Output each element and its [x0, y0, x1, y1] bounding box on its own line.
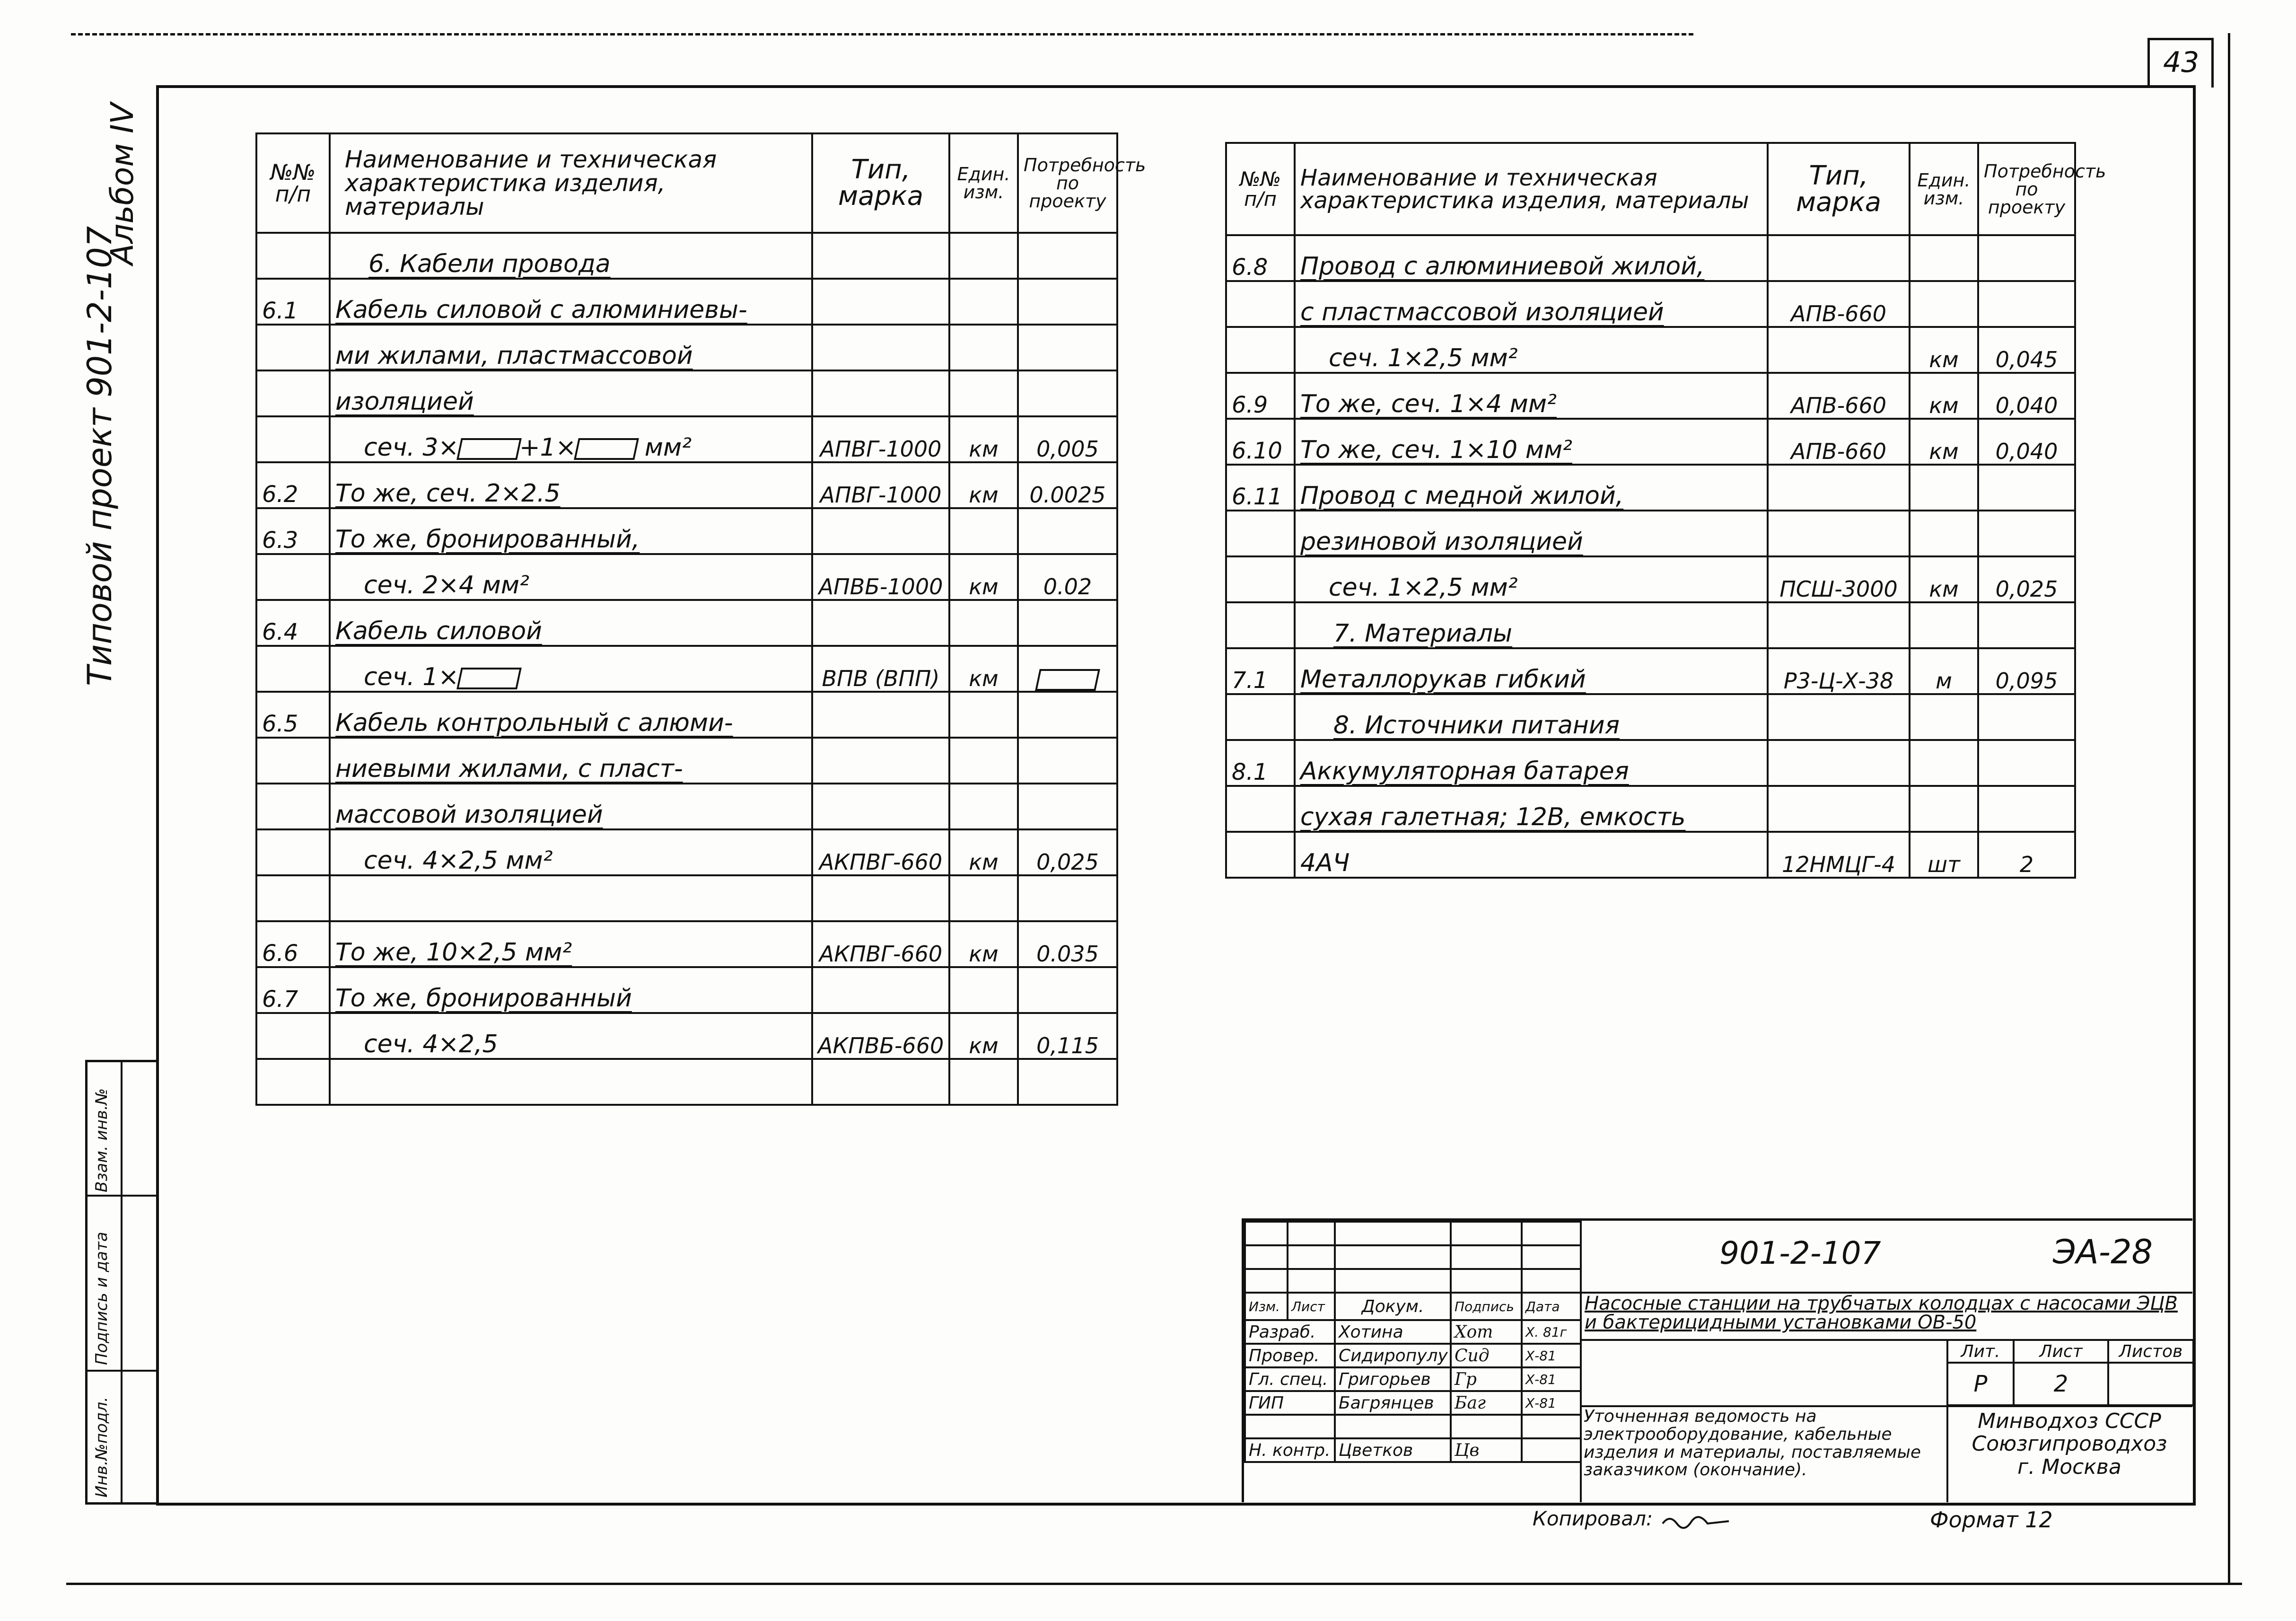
row-number — [256, 370, 330, 416]
row-number — [1226, 511, 1295, 556]
staff-date: Х. 81г — [1522, 1320, 1581, 1344]
row-number — [1226, 694, 1295, 740]
table-row — [1226, 602, 2075, 648]
item-type: АКПВБ-660 — [812, 1013, 949, 1059]
item-unit: км — [1910, 373, 1978, 419]
staff-date — [1522, 1438, 1581, 1462]
table-row — [1226, 465, 2075, 511]
item-type: АКПВГ-660 — [812, 829, 949, 875]
staff-role: ГИП — [1245, 1391, 1335, 1415]
item-type — [812, 738, 949, 784]
row-number — [256, 233, 330, 279]
item-qty — [1978, 602, 2075, 648]
staff-row — [1245, 1320, 1581, 1344]
staff-date — [1522, 1415, 1581, 1438]
col-data: Дата — [1522, 1293, 1581, 1320]
item-qty: 0,040 — [1978, 419, 2075, 465]
header-name: Наименование и техническая характеристика изделия, материалы — [330, 133, 812, 233]
table-row — [1226, 648, 2075, 694]
item-name: сеч. 2×4 мм² — [330, 554, 812, 600]
side-album: Альбом IV — [104, 103, 140, 265]
item-qty: 0,025 — [1018, 829, 1117, 875]
table-row — [256, 600, 1117, 646]
staff-date: Х-81 — [1522, 1344, 1581, 1367]
item-name: То же, сеч. 2×2.5 — [330, 462, 812, 508]
item-name: с пластмассовой изоляцией — [1295, 281, 1768, 327]
table-row — [256, 554, 1117, 600]
side-project-title: Типовой проект 901-2-107 — [80, 226, 119, 686]
row-number — [1226, 602, 1295, 648]
row-number — [256, 1059, 330, 1105]
bottom-border — [66, 1583, 2242, 1585]
item-name: 6. Кабели провода — [330, 233, 812, 279]
side-stamp-inv-orig: Инв.№подл. — [92, 1397, 111, 1498]
row-number: 6.4 — [256, 600, 330, 646]
header-need: Потребность по проекту — [1018, 133, 1117, 233]
item-unit: м — [1910, 648, 1978, 694]
item-type: 12НМЦГ-4 — [1768, 832, 1910, 878]
sheet-title: Уточненная ведомость на электрооборудование, кабельные изделия и материалы, поставляемые заказчиком (окончание). — [1584, 1407, 1921, 1480]
item-type — [812, 784, 949, 829]
sheet-code: ЭА-28 — [2053, 1233, 2153, 1271]
table-row — [256, 462, 1117, 508]
item-unit — [1910, 465, 1978, 511]
item-name — [330, 875, 812, 921]
item-unit — [949, 875, 1018, 921]
item-qty: 0.0025 — [1018, 462, 1117, 508]
item-name: сеч. 4×2,5 мм² — [330, 829, 812, 875]
item-name: Кабель контрольный с алюми- — [330, 692, 812, 738]
item-name: Провод с медной жилой, — [1295, 465, 1768, 511]
listov-label: Листов — [2108, 1340, 2193, 1363]
item-type — [1768, 465, 1910, 511]
row-number: 6.7 — [256, 967, 330, 1013]
item-qty: 0.02 — [1018, 554, 1117, 600]
item-unit — [949, 600, 1018, 646]
org-block — [1951, 1410, 2188, 1479]
right-spec-table — [1225, 142, 2106, 879]
row-number: 7.1 — [1226, 648, 1295, 694]
item-unit — [949, 370, 1018, 416]
item-qty — [1018, 875, 1117, 921]
item-unit — [1910, 281, 1978, 327]
table-row — [256, 784, 1117, 829]
item-name: То же, бронированный, — [330, 508, 812, 554]
table-row — [1226, 694, 2075, 740]
row-number: 8.1 — [1226, 740, 1295, 786]
item-unit — [949, 508, 1018, 554]
item-unit: км — [1910, 419, 1978, 465]
table-row — [256, 921, 1117, 967]
item-type — [1768, 235, 1910, 281]
item-type — [812, 875, 949, 921]
item-name: изоляцией — [330, 370, 812, 416]
table-row — [1226, 235, 2075, 281]
staff-signature — [1451, 1415, 1522, 1438]
row-number: 6.3 — [256, 508, 330, 554]
col-list: Лист — [1288, 1293, 1335, 1320]
staff-name: Цветков — [1335, 1438, 1451, 1462]
staff-name — [1335, 1415, 1451, 1438]
item-name: сеч. 1×2,5 мм² — [1295, 556, 1768, 602]
title-block — [1242, 1218, 2192, 1502]
item-type — [1768, 694, 1910, 740]
item-unit — [1910, 235, 1978, 281]
staff-row — [1245, 1391, 1581, 1415]
item-type — [812, 325, 949, 370]
item-qty — [1978, 465, 2075, 511]
staff-name: Хотина — [1335, 1320, 1451, 1344]
item-unit: км — [949, 921, 1018, 967]
item-unit — [949, 325, 1018, 370]
item-qty — [1978, 281, 2075, 327]
item-type — [812, 1059, 949, 1105]
item-qty — [1018, 233, 1117, 279]
blank-box-icon — [456, 438, 522, 460]
staff-role: Н. контр. — [1245, 1438, 1335, 1462]
item-unit: км — [949, 554, 1018, 600]
table-row — [1226, 786, 2075, 832]
item-name: Металлорукав гибкий — [1295, 648, 1768, 694]
blank-box-icon — [456, 668, 522, 689]
item-qty: 0,115 — [1018, 1013, 1117, 1059]
col-podpis: Подпись — [1451, 1293, 1522, 1320]
item-unit: км — [949, 416, 1018, 462]
item-unit — [949, 1059, 1018, 1105]
revision-grid — [1244, 1221, 1582, 1463]
header-unit: Един. изм. — [1910, 143, 1978, 235]
header-type: Тип, марка — [812, 133, 949, 233]
side-stamp-replace-inv: Взам. инв.№ — [92, 1088, 111, 1192]
item-name: 4АЧ — [1295, 832, 1768, 878]
item-type — [812, 370, 949, 416]
item-qty — [1018, 646, 1117, 692]
item-qty: 2 — [1978, 832, 2075, 878]
copied-by-signature — [1660, 1512, 1731, 1531]
row-number — [1226, 281, 1295, 327]
staff-role: Гл. спец. — [1245, 1367, 1335, 1391]
row-number — [1226, 556, 1295, 602]
staff-signature: Баг — [1451, 1391, 1522, 1415]
row-number — [1226, 327, 1295, 373]
row-number — [1226, 832, 1295, 878]
item-unit — [949, 233, 1018, 279]
col-izm: Изм. — [1245, 1293, 1288, 1320]
item-name: 8. Источники питания — [1295, 694, 1768, 740]
copied-by: Копировал: — [1533, 1507, 1653, 1530]
row-number: 6.11 — [1226, 465, 1295, 511]
table-row — [256, 416, 1117, 462]
row-number — [256, 416, 330, 462]
table-row — [1226, 419, 2075, 465]
table-row — [256, 738, 1117, 784]
row-number — [256, 554, 330, 600]
item-qty: 0,025 — [1978, 556, 2075, 602]
item-unit — [949, 738, 1018, 784]
table-row — [256, 325, 1117, 370]
item-name: сеч. 1× — [330, 646, 812, 692]
item-qty: 0.035 — [1018, 921, 1117, 967]
item-name: Кабель силовой с алюминиевы- — [330, 279, 812, 325]
item-unit: км — [1910, 556, 1978, 602]
item-type — [812, 600, 949, 646]
staff-signature: Гр — [1451, 1367, 1522, 1391]
table-row — [256, 1059, 1117, 1105]
table-row — [1226, 511, 2075, 556]
item-type — [812, 279, 949, 325]
sheet-number: 43 — [2163, 46, 2200, 79]
row-number — [1226, 786, 1295, 832]
item-qty — [1018, 600, 1117, 646]
item-unit — [949, 967, 1018, 1013]
item-type: АПВГ-1000 — [812, 462, 949, 508]
right-border — [2228, 33, 2230, 1585]
item-type: АПВ-660 — [1768, 373, 1910, 419]
table-row — [1226, 373, 2075, 419]
item-name: Аккумуляторная батарея — [1295, 740, 1768, 786]
org-line-1: Минводхоз СССР — [1978, 1409, 2161, 1433]
top-border — [71, 33, 1693, 35]
staff-signature: Сид — [1451, 1344, 1522, 1367]
item-qty — [1018, 279, 1117, 325]
item-type — [812, 967, 949, 1013]
header-num: №№ п/п — [256, 133, 330, 233]
item-unit — [949, 784, 1018, 829]
item-unit — [1910, 786, 1978, 832]
header-type: Тип, марка — [1768, 143, 1910, 235]
item-name: сеч. 4×2,5 — [330, 1013, 812, 1059]
table-row — [256, 967, 1117, 1013]
item-unit: км — [1910, 327, 1978, 373]
lit-grid — [1946, 1339, 2194, 1406]
table-row — [256, 646, 1117, 692]
lit-value: Р — [1947, 1363, 2014, 1405]
staff-name: Сидиропулу — [1335, 1344, 1451, 1367]
row-number: 6.1 — [256, 279, 330, 325]
row-number: 6.6 — [256, 921, 330, 967]
item-name: резиновой изоляцией — [1295, 511, 1768, 556]
item-type — [1768, 511, 1910, 556]
item-qty — [1018, 508, 1117, 554]
item-qty — [1978, 235, 2075, 281]
item-qty — [1978, 694, 2075, 740]
item-type: ВПВ (ВПП) — [812, 646, 949, 692]
table-row — [1226, 740, 2075, 786]
item-qty: 0,005 — [1018, 416, 1117, 462]
item-qty — [1978, 740, 2075, 786]
item-type — [812, 233, 949, 279]
row-number — [256, 784, 330, 829]
staff-date: Х-81 — [1522, 1391, 1581, 1415]
list-value: 2 — [2014, 1363, 2108, 1405]
col-dokum: Докум. — [1335, 1293, 1451, 1320]
table-row — [256, 370, 1117, 416]
item-qty — [1018, 370, 1117, 416]
table-row — [256, 1013, 1117, 1059]
item-unit: шт — [1910, 832, 1978, 878]
item-name: Провод с алюминиевой жилой, — [1295, 235, 1768, 281]
staff-date: Х-81 — [1522, 1367, 1581, 1391]
row-number — [256, 829, 330, 875]
item-type: ПСШ-3000 — [1768, 556, 1910, 602]
row-number: 6.10 — [1226, 419, 1295, 465]
row-number: 6.2 — [256, 462, 330, 508]
item-qty — [1018, 692, 1117, 738]
table-row — [256, 508, 1117, 554]
row-number — [256, 646, 330, 692]
item-qty — [1018, 738, 1117, 784]
table-row — [256, 233, 1117, 279]
item-qty — [1018, 967, 1117, 1013]
staff-row — [1245, 1438, 1581, 1462]
item-type: АПВ-660 — [1768, 419, 1910, 465]
table-row — [256, 875, 1117, 921]
item-unit: км — [949, 829, 1018, 875]
org-line-2: Союзгипроводхоз — [1972, 1432, 2167, 1456]
lit-label: Лит. — [1947, 1340, 2014, 1363]
item-type — [1768, 740, 1910, 786]
item-type: АПВ-660 — [1768, 281, 1910, 327]
staff-role: Разраб. — [1245, 1320, 1335, 1344]
row-number — [256, 1013, 330, 1059]
format-label: Формат 12 — [1930, 1507, 2053, 1533]
item-unit — [1910, 511, 1978, 556]
doc-code: 901-2-107 — [1719, 1235, 1881, 1271]
row-number — [256, 325, 330, 370]
item-qty: 0,040 — [1978, 373, 2075, 419]
item-qty — [1018, 784, 1117, 829]
item-qty — [1018, 325, 1117, 370]
item-name: 7. Материалы — [1295, 602, 1768, 648]
item-type — [1768, 602, 1910, 648]
staff-row — [1245, 1344, 1581, 1367]
item-type: АКПВГ-660 — [812, 921, 949, 967]
row-number — [256, 875, 330, 921]
item-name: То же, 10×2,5 мм² — [330, 921, 812, 967]
listov-value — [2108, 1363, 2193, 1405]
table-row — [256, 279, 1117, 325]
item-unit — [949, 279, 1018, 325]
item-unit — [949, 692, 1018, 738]
staff-signature: Хот — [1451, 1320, 1522, 1344]
sheet-number-box — [2147, 38, 2214, 88]
item-type — [1768, 786, 1910, 832]
item-type: АПВГ-1000 — [812, 416, 949, 462]
item-name — [330, 1059, 812, 1105]
staff-role: Провер. — [1245, 1344, 1335, 1367]
blank-box-icon — [574, 438, 639, 460]
table-row — [1226, 281, 2075, 327]
row-number: 6.9 — [1226, 373, 1295, 419]
side-stamp — [85, 1060, 158, 1505]
org-line-3: г. Москва — [2017, 1454, 2121, 1479]
item-name: сухая галетная; 12В, емкость — [1295, 786, 1768, 832]
item-qty — [1978, 786, 2075, 832]
row-number — [256, 738, 330, 784]
item-unit — [1910, 740, 1978, 786]
item-name: То же, бронированный — [330, 967, 812, 1013]
header-need: Потребность по проекту — [1978, 143, 2075, 235]
table-row — [1226, 556, 2075, 602]
object-title: Насосные станции на трубчатых колодцах с насосами ЭЦВ и бактерицидными установками ОВ-50 — [1585, 1293, 2178, 1333]
row-number: 6.5 — [256, 692, 330, 738]
left-spec-table — [255, 132, 1146, 1106]
side-stamp-sign-date: Подпись и дата — [92, 1232, 111, 1365]
item-name: сеч. 1×2,5 мм² — [1295, 327, 1768, 373]
table-row — [256, 692, 1117, 738]
item-name: ниевыми жилами, с пласт- — [330, 738, 812, 784]
item-type — [812, 692, 949, 738]
item-unit — [1910, 602, 1978, 648]
item-qty — [1978, 511, 2075, 556]
item-name: массовой изоляцией — [330, 784, 812, 829]
item-type: АПВБ-1000 — [812, 554, 949, 600]
table-row — [256, 829, 1117, 875]
staff-row — [1245, 1415, 1581, 1438]
item-unit: км — [949, 462, 1018, 508]
header-unit: Един. изм. — [949, 133, 1018, 233]
item-unit — [1910, 694, 1978, 740]
item-qty — [1018, 1059, 1117, 1105]
staff-role — [1245, 1415, 1335, 1438]
row-number: 6.8 — [1226, 235, 1295, 281]
table-row — [1226, 327, 2075, 373]
item-name: Кабель силовой — [330, 600, 812, 646]
item-type: Р3-Ц-Х-38 — [1768, 648, 1910, 694]
header-num: №№ п/п — [1226, 143, 1295, 235]
item-unit: км — [949, 1013, 1018, 1059]
item-unit: км — [949, 646, 1018, 692]
item-type — [1768, 327, 1910, 373]
staff-name: Григорьев — [1335, 1367, 1451, 1391]
item-type — [812, 508, 949, 554]
item-name: сеч. 3× +1× мм² — [330, 416, 812, 462]
table-row — [1226, 832, 2075, 878]
staff-name: Багрянцев — [1335, 1391, 1451, 1415]
item-qty: 0,095 — [1978, 648, 2075, 694]
item-name: То же, сеч. 1×10 мм² — [1295, 419, 1768, 465]
list-label: Лист — [2014, 1340, 2108, 1363]
staff-row — [1245, 1367, 1581, 1391]
header-name: Наименование и техническая характеристика изделия, материалы — [1295, 143, 1768, 235]
item-name: ми жилами, пластмассовой — [330, 325, 812, 370]
item-qty: 0,045 — [1978, 327, 2075, 373]
blank-box-icon — [1035, 669, 1100, 691]
item-name: То же, сеч. 1×4 мм² — [1295, 373, 1768, 419]
staff-signature: Цв — [1451, 1438, 1522, 1462]
